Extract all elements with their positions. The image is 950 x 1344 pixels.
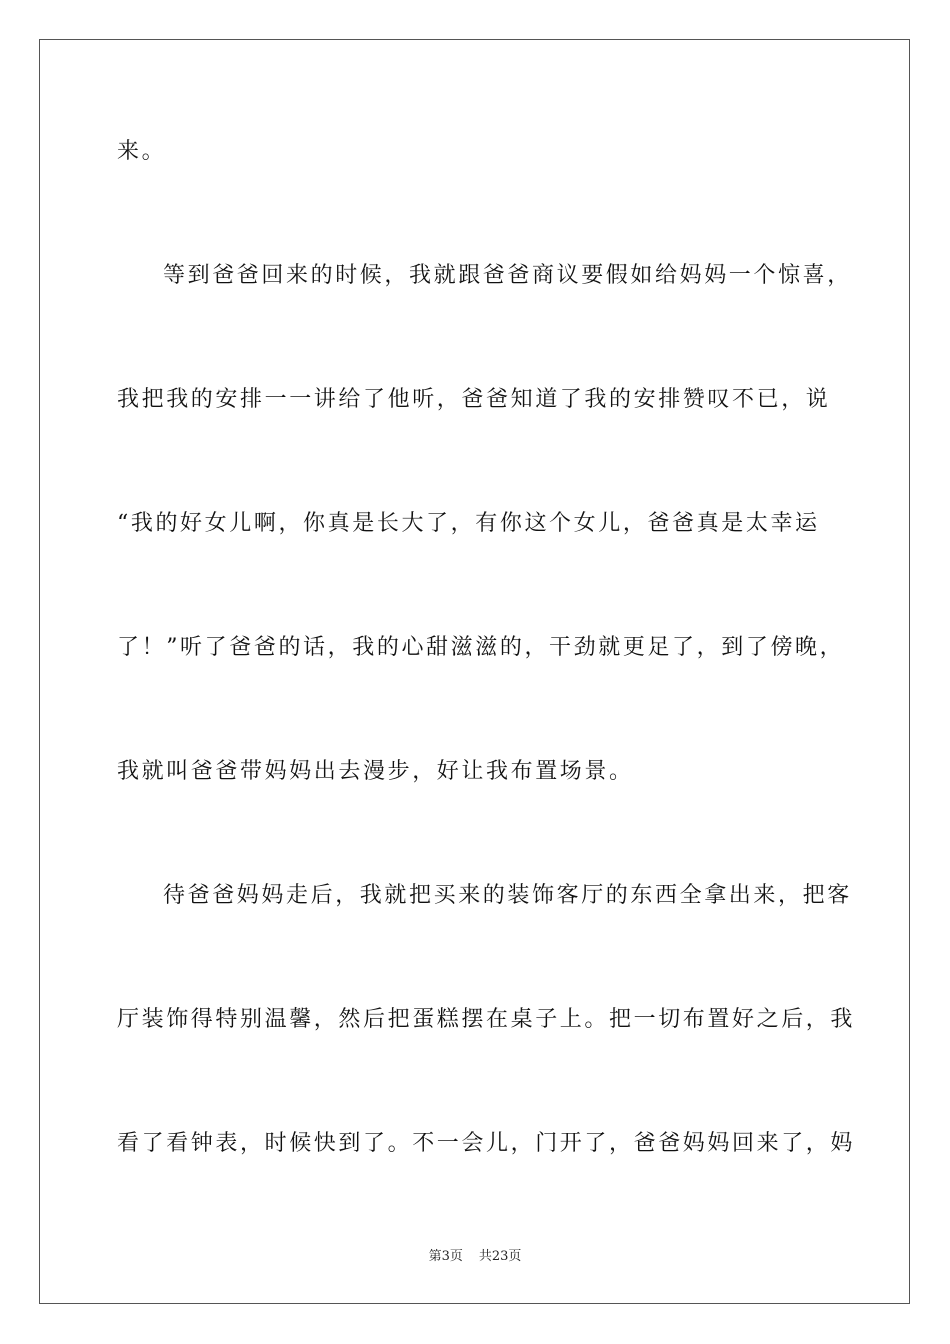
body-text-line: 来。 <box>117 139 167 164</box>
body-text-line: 了！”听了爸爸的话，我的心甜滋滋的，干劲就更足了，到了傍晚， <box>117 635 845 660</box>
body-text-line: 厅装饰得特别温馨，然后把蛋糕摆在桌子上。把一切布置好之后，我 <box>117 1007 856 1032</box>
page-frame <box>39 39 910 1304</box>
page-footer <box>0 1248 950 1266</box>
body-text-line: 我把我的安排一一讲给了他听，爸爸知道了我的安排赞叹不已，说 <box>117 387 831 412</box>
body-text-line: “我的好女儿啊，你真是长大了，有你这个女儿，爸爸真是太幸运 <box>117 511 820 536</box>
page-number: 第3页 <box>428 1249 463 1264</box>
page-total: 共23页 <box>478 1249 522 1264</box>
body-text-line: 等到爸爸回来的时候，我就跟爸爸商议要假如给妈妈一个惊喜， <box>163 263 852 288</box>
body-text-line: 看了看钟表，时候快到了。不一会儿，门开了，爸爸妈妈回来了，妈 <box>117 1131 856 1156</box>
body-text-line: 待爸爸妈妈走后，我就把买来的装饰客厅的东西全拿出来，把客 <box>163 883 852 908</box>
body-text-line: 我就叫爸爸带妈妈出去漫步，好让我布置场景。 <box>117 759 634 784</box>
